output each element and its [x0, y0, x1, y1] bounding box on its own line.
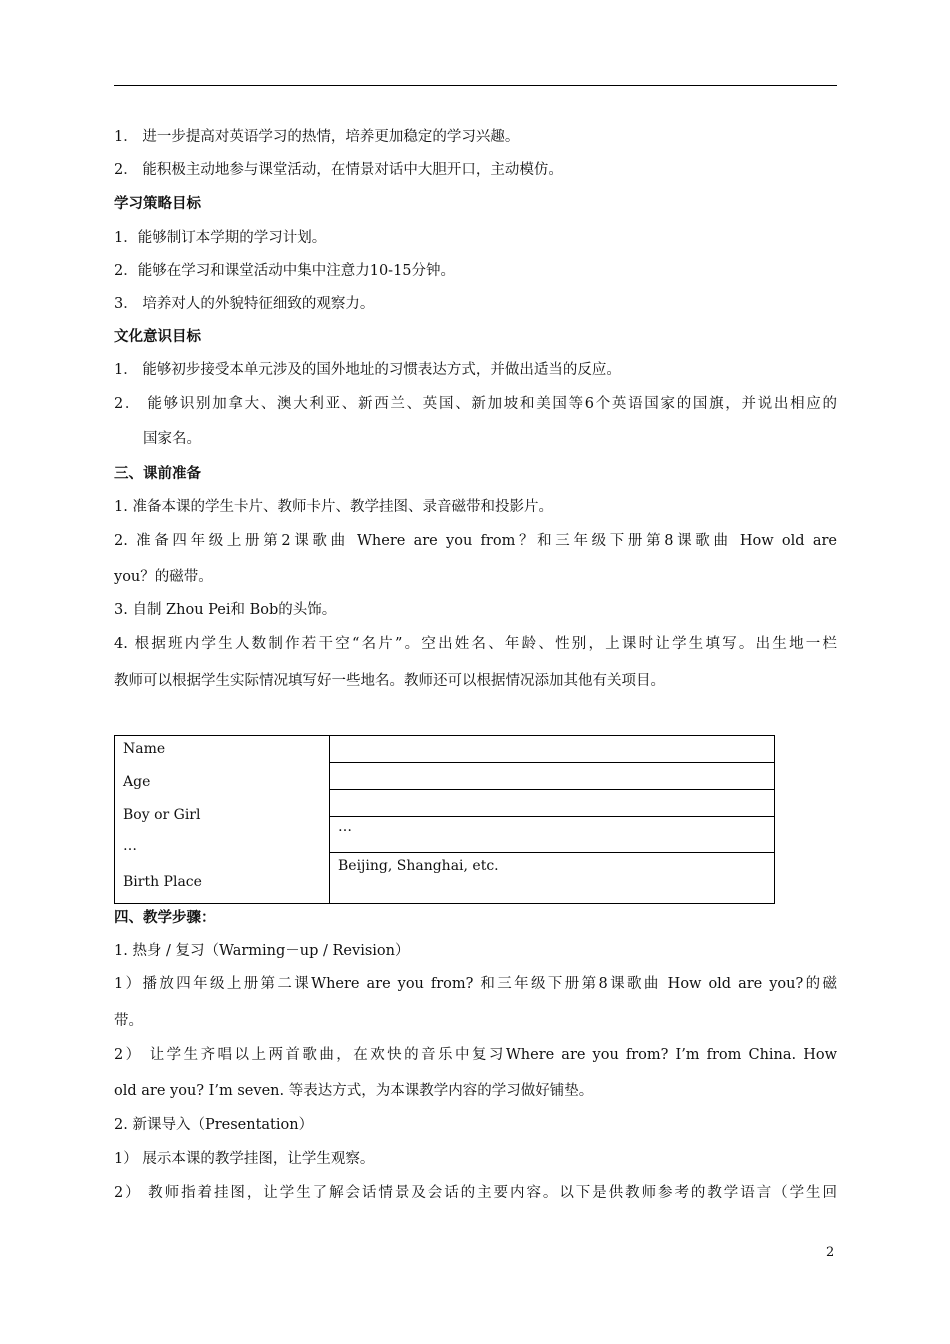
culture-item-2-cont: 国家名。 — [143, 431, 201, 447]
card-label-gender: Boy or Girl — [123, 807, 201, 823]
card-label-ellipsis: … — [123, 838, 137, 854]
warmup-item-1-cont: 带。 — [114, 1013, 143, 1029]
card-field-birth-place[interactable] — [330, 853, 775, 904]
attitude-item-1: 1． 进一步提高对英语学习的热情，培养更加稳定的学习兴趣。 — [114, 129, 520, 145]
preparation-item-1: 1. 准备本课的学生卡片、教师卡片、教学挂图、录音磁带和投影片。 — [114, 499, 553, 515]
presentation-item-1: 1） 展示本课的教学挂图，让学生观察。 — [114, 1151, 375, 1167]
card-ellipsis: … — [338, 819, 352, 835]
warmup-title: 1. 热身 / 复习（Warming－up / Revision） — [114, 943, 410, 959]
culture-heading: 文化意识目标 — [114, 328, 201, 345]
preparation-item-4-cont: 教师可以根据学生实际情况填写好一些地名。教师还可以根据情况添加其他有关项目。 — [114, 673, 665, 689]
preparation-item-2-cont: you？的磁带。 — [114, 569, 213, 585]
strategy-item-3: 3． 培养对人的外貌特征细致的观察力。 — [114, 296, 375, 312]
card-field-age[interactable] — [330, 763, 775, 790]
attitude-item-2: 2． 能积极主动地参与课堂活动，在情景对话中大胆开口，主动模仿。 — [114, 162, 563, 178]
card-label-name: Name — [123, 741, 166, 757]
card-label-age: Age — [123, 774, 151, 790]
card-label-birth-place: Birth Place — [123, 874, 202, 890]
presentation-title: 2. 新课导入（Presentation） — [114, 1117, 314, 1133]
strategy-item-1: 1．能够制订本学期的学习计划。 — [114, 230, 327, 246]
card-field-name[interactable] — [330, 736, 775, 763]
preparation-item-4: 4. 根据班内学生人数制作若干空“名片”。空出姓名、年龄、性别，上课时让学生填写。出生地一栏 — [114, 636, 837, 652]
preparation-item-3: 3. 自制 Zhou Pei和 Bob的头饰。 — [114, 602, 337, 618]
name-card-table — [114, 735, 775, 904]
warmup-item-2: 2） 让学生齐唱以上两首歌曲，在欢快的音乐中复习Where are you from? I’m from China. How — [114, 1047, 837, 1063]
card-field-extra[interactable] — [330, 817, 775, 853]
strategy-item-2: 2．能够在学习和课堂活动中集中注意力10-15分钟。 — [114, 263, 456, 279]
presentation-item-2: 2） 教师指着挂图，让学生了解会话情景及会话的主要内容。以下是供教师参考的教学语言（学生回 — [114, 1185, 837, 1201]
preparation-item-2: 2. 准备四年级上册第2课歌曲 Where are you from？和三年级下册第8课歌曲 How old are — [114, 533, 837, 549]
warmup-item-2-cont: old are you? I’m seven. 等表达方式，为本课教学内容的学习做好铺垫。 — [114, 1083, 594, 1099]
preparation-heading: 三、课前准备 — [114, 465, 201, 482]
culture-item-1: 1． 能够初步接受本单元涉及的国外地址的习惯表达方式，并做出适当的反应。 — [114, 362, 621, 378]
birth-place-example: Beijing, Shanghai, etc. — [338, 858, 499, 874]
culture-item-2: 2． 能够识别加拿大、澳大利亚、新西兰、英国、新加坡和美国等6个英语国家的国旗，并说出相应的 — [114, 396, 837, 412]
strategy-heading: 学习策略目标 — [114, 195, 201, 212]
card-label-column — [115, 736, 330, 904]
steps-heading: 四、教学步骤： — [114, 909, 216, 926]
warmup-item-1: 1）播放四年级上册第二课Where are you from? 和三年级下册第8课歌曲 How old are you?的磁 — [114, 976, 837, 992]
header-rule — [114, 85, 837, 86]
page-number: 2 — [826, 1245, 835, 1260]
card-field-gender[interactable] — [330, 790, 775, 817]
